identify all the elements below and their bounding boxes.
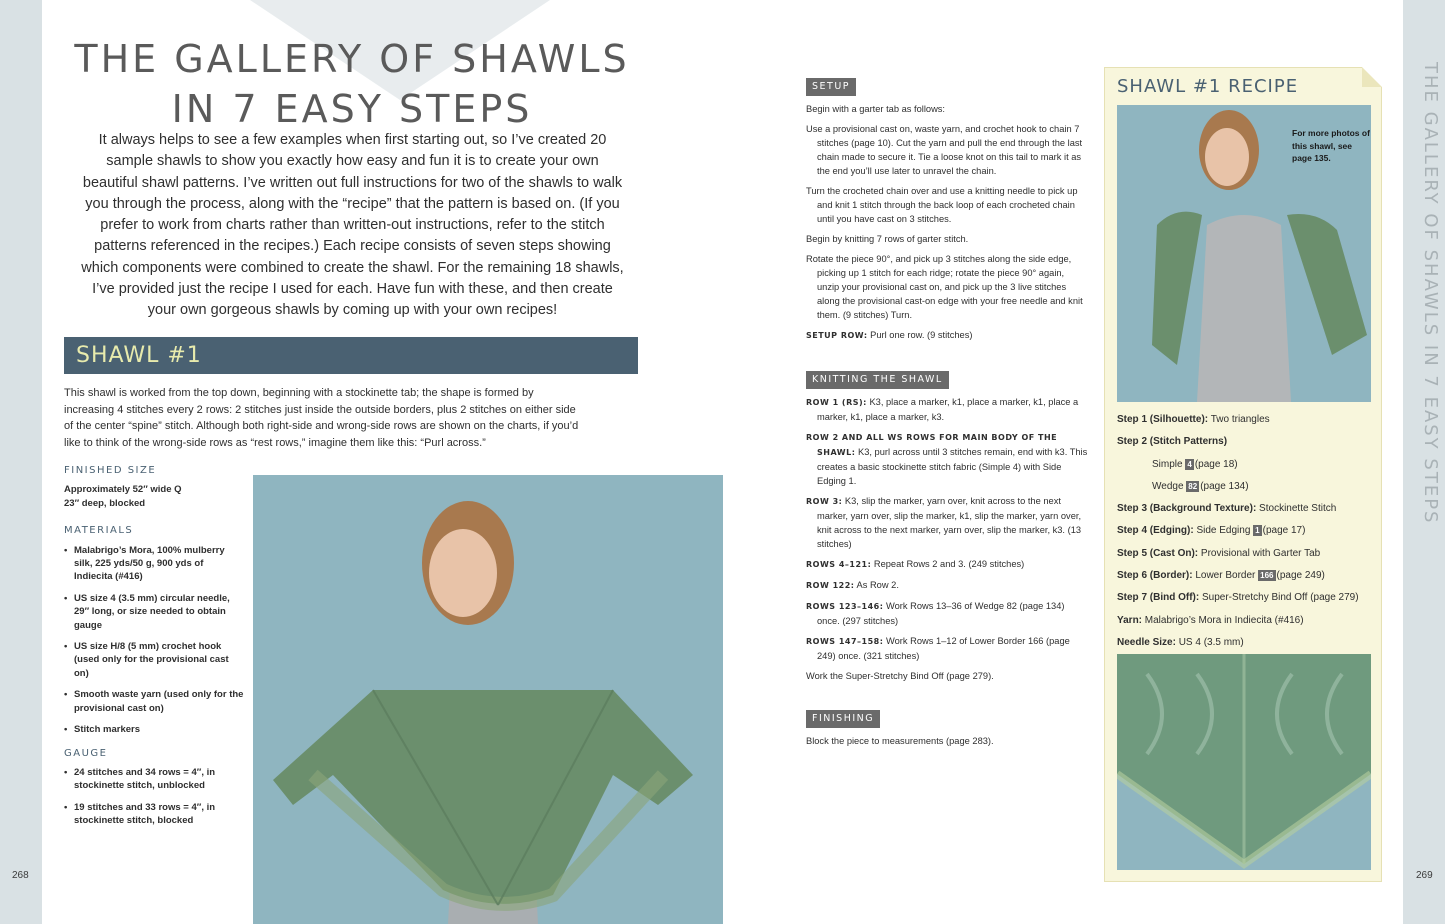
list-item: • Smooth waste yarn (used only for the provisional cast on) [64,688,244,715]
setup-row [806,328,1088,343]
vertical-section-title: THE GALLERY OF SHAWLS IN 7 EASY STEPS [1420,62,1441,525]
recipe-title: SHAWL #1 RECIPE [1117,76,1299,97]
knitting-row [806,494,1088,551]
step-label: Yarn: [1117,614,1143,626]
page-title-line1: THE GALLERY OF SHAWLS [74,37,630,81]
shawl-model-illustration [253,475,723,924]
row-lead: ROW 1 (RS): [806,398,867,407]
step-value: Simple [1152,458,1186,470]
step-value: Side Edging [1193,525,1254,537]
step-value: Lower Border [1192,570,1259,582]
list-item: • Malabrigo’s Mora, 100% mulberry silk, 225 yds/50 g, 900 yds of Indiecita (#416) [64,544,244,584]
shawl-swatch-illustration [1117,654,1371,870]
specs-column [64,464,244,838]
step-value: Provisional with Garter Tab [1198,547,1321,559]
step-label: Step 5 (Cast On): [1117,547,1199,559]
step-value: Super-Stretchy Bind Off (page 279) [1199,592,1359,604]
row-text: Work Rows 1–12 of Lower Border 166 (page 249) once. (321 stitches) [817,636,1070,661]
step-label: Step 4 (Edging): [1117,525,1194,537]
row-text: Work Rows 13–36 of Wedge 82 (page 134) once. (297 stitches) [817,601,1065,626]
knitting-row [806,395,1088,424]
row-lead: ROW 2 AND ALL WS ROWS FOR MAIN BODY OF THE SHAWL: [806,433,1058,457]
recipe-box [1104,67,1382,882]
finished-size-line1: Approximately 52″ wide Q [64,484,182,496]
left-page-edge [0,0,42,924]
page-number-right: 269 [1416,870,1433,881]
stitch-number-badge: 1 [1255,526,1260,536]
finished-size-value [64,483,244,510]
finishing-label: FINISHING [806,710,880,728]
list-item: • Stitch markers [64,723,244,736]
knitting-row [806,634,1088,663]
step-label: Step 2 (Stitch Patterns) [1117,436,1228,448]
knitting-row [806,578,1088,593]
recipe-substep [1117,457,1377,479]
row-text: Purl one row. (9 stitches) [867,330,973,340]
recipe-step [1117,412,1377,434]
recipe-substep [1117,479,1377,501]
instructions-column [806,78,1088,754]
row-text: K3, place a marker, k1, place a marker, k1, place a marker, k1, place a marker, k3. [817,397,1079,422]
step-page: (page 134) [1200,480,1249,492]
gauge-label: GAUGE [64,747,108,759]
stitch-number-badge: 166 [1260,571,1274,581]
recipe-step [1117,546,1377,568]
row-lead: ROW 3: [806,497,843,506]
page-title-line2: IN 7 EASY STEPS [171,87,533,131]
recipe-photo [1117,105,1371,402]
shawl-heading: SHAWL #1 [64,337,638,374]
step-page: (page 249) [1276,570,1325,582]
materials-label: MATERIALS [64,525,134,537]
row-text: As Row 2. [854,580,899,590]
knitting-label: KNITTING THE SHAWL [806,371,949,389]
row-lead: ROWS 147–158: [806,637,884,646]
list-item: • 24 stitches and 34 rows = 4″, in stockinette stitch, unblocked [64,766,244,793]
step-label: Step 1 (Silhouette): [1117,414,1209,425]
list-item: • US size H/8 (5 mm) crochet hook (used only for the provisional cast on) [64,640,244,680]
recipe-step [1117,501,1377,523]
recipe-step [1117,590,1377,612]
shawl-swatch-photo [1117,654,1371,870]
shawl-model-photo [253,475,723,924]
knitting-row [806,599,1088,628]
step-value: Malabrigo’s Mora in Indiecita (#416) [1142,614,1304,626]
row-lead: ROWS 4–121: [806,560,872,569]
step-page: (page 17) [1262,525,1306,537]
setup-paragraph: Use a provisional cast on, waste yarn, and crochet hook to chain 7 stitches (page 10). Cut the yarn and pull the end through the last chain made to secure it. Tie a loose knot on this tail to mark it as the end you’ll use later to unravel the chain. [806,124,1083,176]
stitch-number-badge: 82 [1188,481,1198,491]
page-number-left: 268 [12,870,29,881]
finishing-text: Block the piece to measurements (page 283). [806,736,994,746]
finished-size-line2: 23″ deep, blocked [64,497,146,509]
step-page: (page 18) [1194,458,1238,470]
page-title [62,34,642,134]
knitting-row [806,430,1088,488]
recipe-step [1117,568,1377,590]
folded-corner [1362,67,1382,87]
row-lead: ROWS 123–146: [806,602,884,611]
step-label: Step 6 (Border): [1117,570,1193,582]
setup-paragraph: Rotate the piece 90°, and pick up 3 stitches along the side edge, picking up 1 stitch for each ridge; rotate the piece 90° again, unzip your provisional cast on, and pick up the 3 live stitches along the provisional cast-on edge with your free needle and knit them. (9 stitches) Turn. [806,254,1083,320]
setup-label: SETUP [806,78,856,96]
row-text: Work the Super-Stretchy Bind Off (page 279). [806,671,994,681]
row-text: K3, slip the marker, yarn over, knit across to the next marker, yarn over, slip the marker, k1, slip the marker, yarn over, knit across to the next marker, yarn over, slip the marker, k3. (13 stitches) [817,496,1082,549]
row-text: Repeat Rows 2 and 3. (249 stitches) [871,559,1025,569]
photo-note: For more photos of this shawl, see page 135. [1292,128,1370,163]
step-label: Needle Size: [1117,636,1176,648]
recipe-step [1117,523,1377,545]
intro-paragraph: It always helps to see a few examples when first starting out, so I’ve created 20 sample shawls to show you exactly how easy and fun it is to create your own beautiful shawl patterns. I’ve written out full instructions for two of the shawls to walk you through the process, along with the “recipe” that the pattern is based on. (If you prefer to work from charts rather than written-out instructions, refer to the stitch patterns referenced in the recipes.) Each recipe consists of seven steps showing which components were combined to create the shawl. For the remaining 18 shawls, I’ve provided just the recipe I used for each. Have fun with these, and then create your own gorgeous shawls by coming up with your own recipes! [81,132,624,319]
step-label: Step 7 (Bind Off): [1117,592,1200,604]
setup-paragraph: Turn the crocheted chain over and use a knitting needle to pick up and knit 1 stitch through the back loop of each crocheted chain until you have cast on 3 stitches. [806,186,1078,224]
face-shape [429,529,497,617]
step-value: Two triangles [1208,414,1270,425]
knitting-row [806,669,1088,684]
step-value: US 4 (3.5 mm) [1175,636,1244,648]
step-value: Wedge [1152,480,1187,492]
materials-list [64,544,244,737]
step-value: Stockinette Stitch [1256,503,1337,515]
shawl-description: This shawl is worked from the top down, beginning with a stockinette tab; the shape is formed by increasing 4 stitches every 2 rows: 2 stitches just inside the outside borders, plus 2 stitches on either side of the center “spine” stitch. Although both right-side and wrong-side rows are shown on the charts, if you’d like to think of the wrong-side rows as “rest rows,” imagine them like this: “Purl across.” [64,387,579,449]
gauge-list [64,766,244,828]
setup-paragraph: Begin by knitting 7 rows of garter stitch. [806,234,969,244]
recipe-steps [1117,412,1377,657]
knitting-row [806,557,1088,572]
recipe-step [1117,434,1377,456]
row-lead: ROW 122: [806,581,855,590]
list-item: • 19 stitches and 33 rows = 4″, in stockinette stitch, blocked [64,801,244,828]
recipe-step [1117,613,1377,635]
step-label: Step 3 (Background Texture): [1117,503,1257,515]
finished-size-label: FINISHED SIZE [64,465,157,476]
list-item: • US size 4 (3.5 mm) circular needle, 29″ long, or size needed to obtain gauge [64,592,244,632]
setup-paragraph: Begin with a garter tab as follows: [806,104,946,114]
stitch-number-badge: 4 [1187,459,1192,469]
row-lead: SETUP ROW: [806,331,868,340]
row-text: K3, purl across until 3 stitches remain, end with k3. This creates a basic stockinette stitch fabric (Simple 4) with Side Edging 1. [817,447,1088,486]
